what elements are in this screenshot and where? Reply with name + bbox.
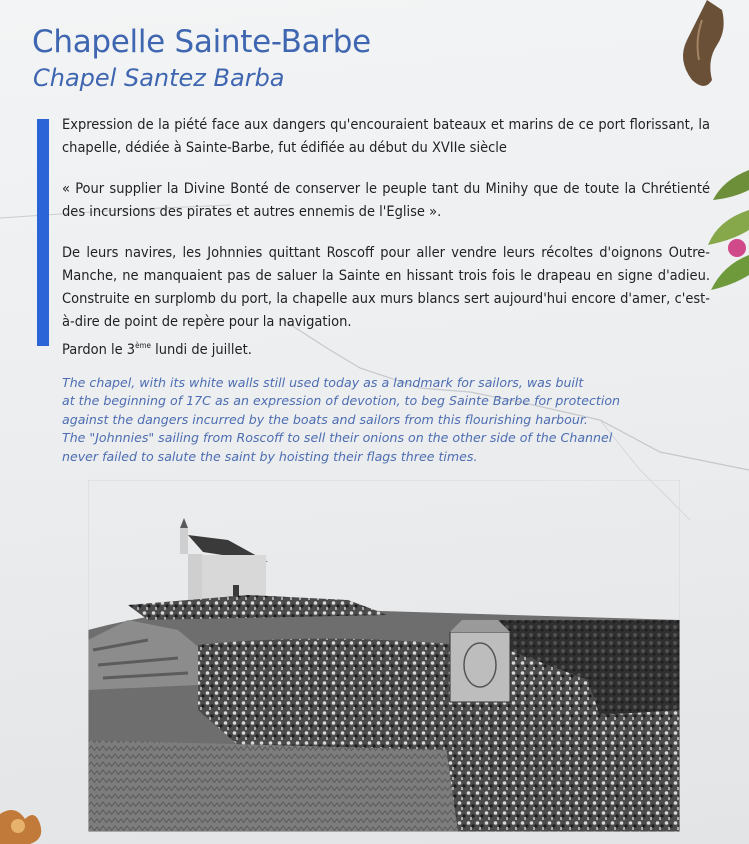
english-text-block: [62, 374, 722, 466]
english-line-4: The "Johnnies" sailing from Roscoff to sell their onions on the other side of the Channel: [62, 430, 613, 446]
french-paragraph-2: « Pour supplier la Divine Bonté de conserver le peuple tant du Minihy que de toute la Chrétienté des incursions des pirates et autres ennemis de l'Eglise ».: [62, 181, 710, 220]
french-text-block: [62, 114, 710, 380]
historic-photo: [88, 480, 680, 832]
twig-overlay: [667, 0, 737, 92]
english-line-2: at the beginning of 17C as an expression of devotion, to beg Sainte Barbe for protection: [62, 393, 621, 409]
english-line-3: against the dangers incurred by the boats and sailors from this flourishing harbour.: [62, 411, 588, 427]
accent-bar: [37, 119, 49, 346]
page-title: Chapelle Sainte-Barbe: [32, 24, 371, 60]
english-line-1: The chapel, with its white walls still used today as a landmark for sailors, was built: [62, 375, 584, 390]
pardon-date: lundi de juillet.: [150, 341, 252, 358]
french-paragraph-1: Expression de la piété face aux dangers qu'encouraient bateaux et marins de ce port florissant, la chapelle, dédiée à Sainte-Barbe, fut édifiée au début du XVIIe siècle: [62, 117, 710, 156]
pardon-text: Pardon le 3: [62, 341, 136, 358]
pardon-ordinal: ème: [135, 341, 151, 350]
french-paragraph-3: De leurs navires, les Johnnies quittant Roscoff pour aller vendre leurs récoltes d'oignons Outre-Manche, ne manquaient pas de saluer la Sainte en hissant trois fois le drapeau en signe d'adieu. Construite en surplomb du port, la chapelle aux murs blancs sert aujourd'hui encore d'amer, c'est-à-dire de point de repère pour la navigation.: [62, 245, 710, 330]
breton-subtitle: Chapel Santez Barba: [33, 64, 285, 92]
english-line-5: never failed to salute the saint by hoisting their flags three times.: [62, 448, 478, 464]
pardon-line: [62, 334, 710, 362]
flower-overlay: [0, 784, 60, 844]
leaves-overlay: [703, 160, 749, 320]
procession-banner: [450, 620, 510, 702]
